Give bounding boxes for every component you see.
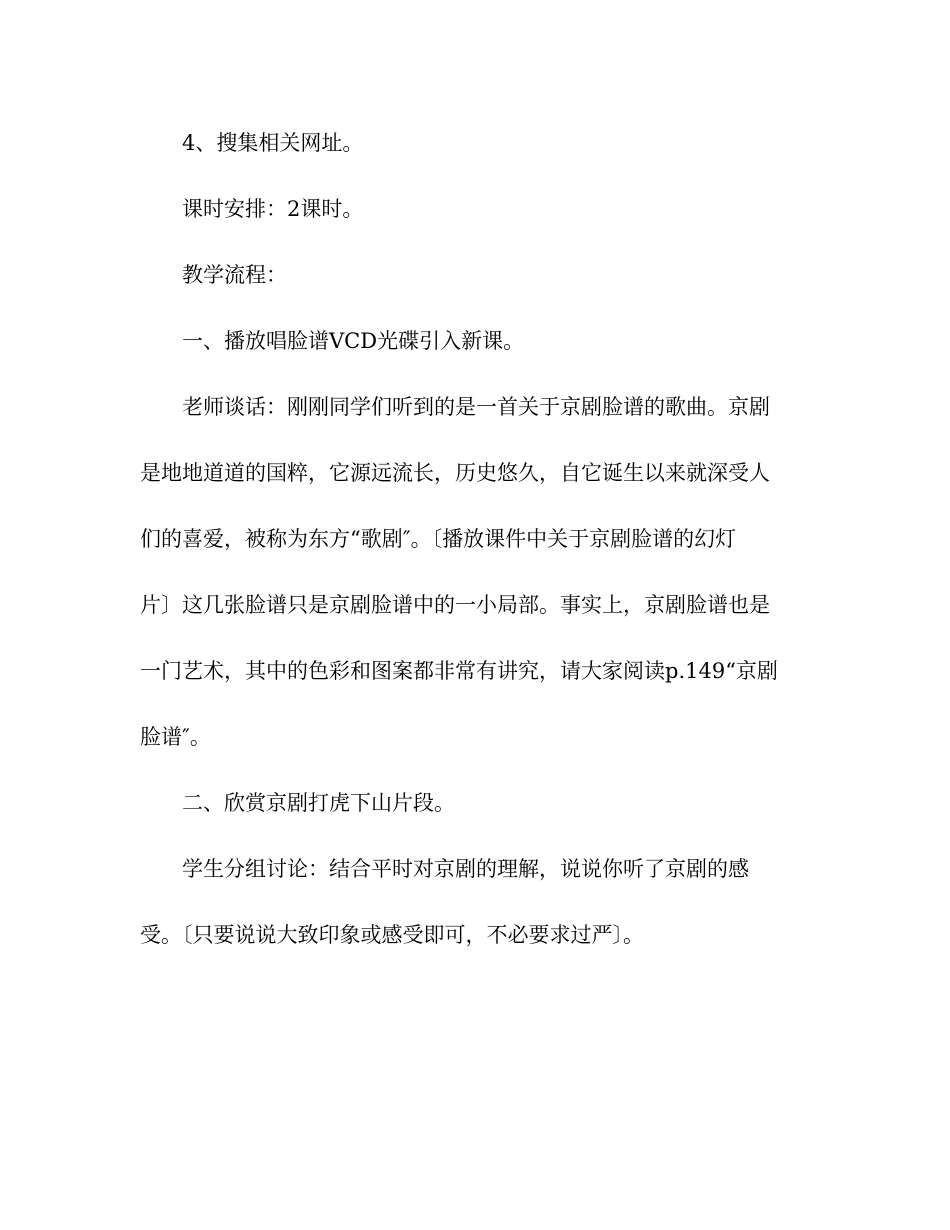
text-line: 们的喜爱，被称为东方“歌剧″。〔播放课件中关于京剧脸谱的幻灯: [140, 527, 737, 551]
text-line: 片〕这几张脸谱只是京剧脸谱中的一小局部。事实上，京剧脸谱也是: [140, 593, 770, 617]
text-line: 脸谱″。: [140, 725, 211, 749]
text-line: 老师谈话：刚刚同学们听到的是一首关于京剧脸谱的歌曲。京剧: [182, 395, 770, 419]
text-line: 学生分组讨论：结合平时对京剧的理解，说说你听了京剧的感: [182, 857, 749, 881]
text-line: 课时安排：2课时。: [182, 197, 364, 221]
document-body: [140, 125, 812, 983]
text-line: 是地地道道的国粹，它源远流长，历史悠久，自它诞生以来就深受人: [140, 461, 770, 485]
text-line: 一、播放唱脸谱VCD光碟引入新课。: [182, 329, 525, 353]
text-line: 教学流程：: [182, 263, 287, 287]
text-line: 一门艺术，其中的色彩和图案都非常有讲究，请大家阅读p.149“京剧: [140, 659, 778, 683]
text-line: 二、欣赏京剧打虎下山片段。: [182, 791, 455, 815]
text-line: 受。〔只要说说大致印象或感受即可，不必要求过严〕。: [140, 923, 644, 947]
text-line: 4、搜集相关网址。: [182, 131, 364, 155]
